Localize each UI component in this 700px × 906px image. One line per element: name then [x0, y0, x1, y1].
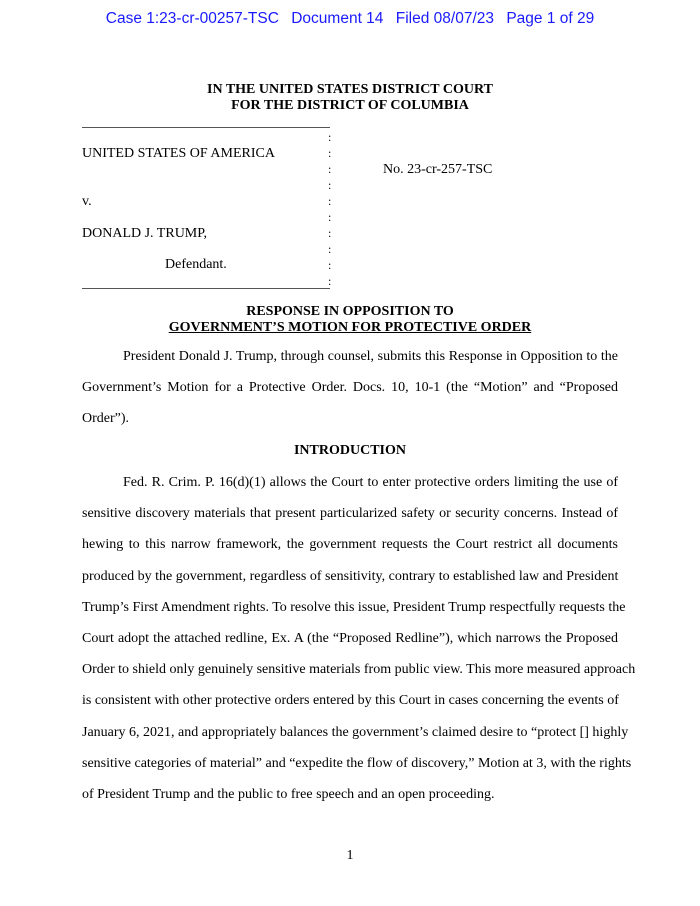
ecf-filing-header	[0, 10, 700, 28]
filed-date-stamp: Filed 08/07/23	[395, 10, 494, 27]
caption-colon-column	[328, 129, 334, 289]
section-heading: INTRODUCTION	[293, 443, 406, 458]
paragraph-line: hewing to this narrow framework, the government requests the Court restrict all documents	[82, 537, 618, 553]
document-number-stamp: Document 14	[291, 10, 384, 27]
paragraph-line: Government’s Motion for a Protective Order. Docs. 10, 10-1 (the “Motion” and “Proposed	[82, 380, 618, 396]
paragraph-line: is consistent with other protective orders entered by this Court in cases concerning the events of	[82, 693, 619, 709]
paragraph-line: Order to shield only genuinely sensitive materials from public view. This more measured approach	[82, 662, 636, 678]
opening-paragraph	[82, 341, 618, 435]
caption-colon: :	[328, 130, 332, 144]
paragraph-line: sensitive categories of material” and “expedite the flow of discovery,” Motion at 3, with the rights	[82, 755, 632, 771]
caption-colon: :	[328, 226, 332, 240]
page-count-stamp: Page 1 of 29	[506, 10, 595, 27]
paragraph-line: produced by the government, regardless of sensitivity, contrary to established law and President	[82, 568, 619, 584]
caption-top-rule	[82, 127, 330, 128]
defendant-name: DONALD J. TRUMP,	[82, 226, 207, 241]
caption-colon: :	[328, 162, 332, 176]
caption-colon: :	[328, 210, 332, 224]
defendant-label: Defendant.	[165, 257, 227, 272]
case-number: No. 23-cr-257-TSC	[383, 162, 493, 177]
caption-colon: :	[328, 258, 332, 272]
plaintiff-name: UNITED STATES OF AMERICA	[82, 146, 275, 161]
case-caption	[82, 127, 330, 289]
court-district: FOR THE DISTRICT OF COLUMBIA	[231, 98, 469, 113]
document-title	[0, 304, 700, 336]
paragraph-line: Trump’s First Amendment rights. To resolve this issue, President Trump respectfully requests the	[82, 599, 626, 615]
caption-colon: :	[328, 146, 332, 160]
caption-colon: :	[328, 178, 332, 192]
paragraph-line: Fed. R. Crim. P. 16(d)(1) allows the Court to enter protective orders limiting the use of	[123, 475, 618, 490]
caption-colon: :	[328, 194, 332, 208]
versus-label: v.	[82, 194, 92, 209]
paragraph-line: January 6, 2021, and appropriately balances the government’s claimed desire to “protect [] highly	[82, 724, 629, 740]
introduction-paragraph	[82, 467, 636, 810]
paragraph-line: sensitive discovery materials that present particularized safety or security concerns. Instead of	[82, 506, 618, 522]
caption-colon: :	[328, 242, 332, 256]
document-title-line-1: RESPONSE IN OPPOSITION TO	[246, 304, 454, 319]
court-name: IN THE UNITED STATES DISTRICT COURT	[207, 82, 493, 97]
page-number: 1	[346, 848, 354, 863]
paragraph-line: Court adopt the attached redline, Ex. A (the “Proposed Redline”), which narrows the Proposed	[82, 630, 618, 646]
document-title-line-2: GOVERNMENT’S MOTION FOR PROTECTIVE ORDER	[168, 320, 532, 335]
case-number-stamp: Case 1:23-cr-00257-TSC	[105, 10, 279, 27]
caption-bottom-rule	[82, 288, 330, 289]
court-heading	[0, 82, 700, 114]
paragraph-line: Order”).	[82, 411, 130, 427]
paragraph-line: President Donald J. Trump, through counsel, submits this Response in Opposition to the	[123, 349, 618, 364]
caption-colon: :	[328, 274, 332, 288]
paragraph-line: of President Trump and the public to free speech and an open proceeding.	[82, 786, 495, 802]
